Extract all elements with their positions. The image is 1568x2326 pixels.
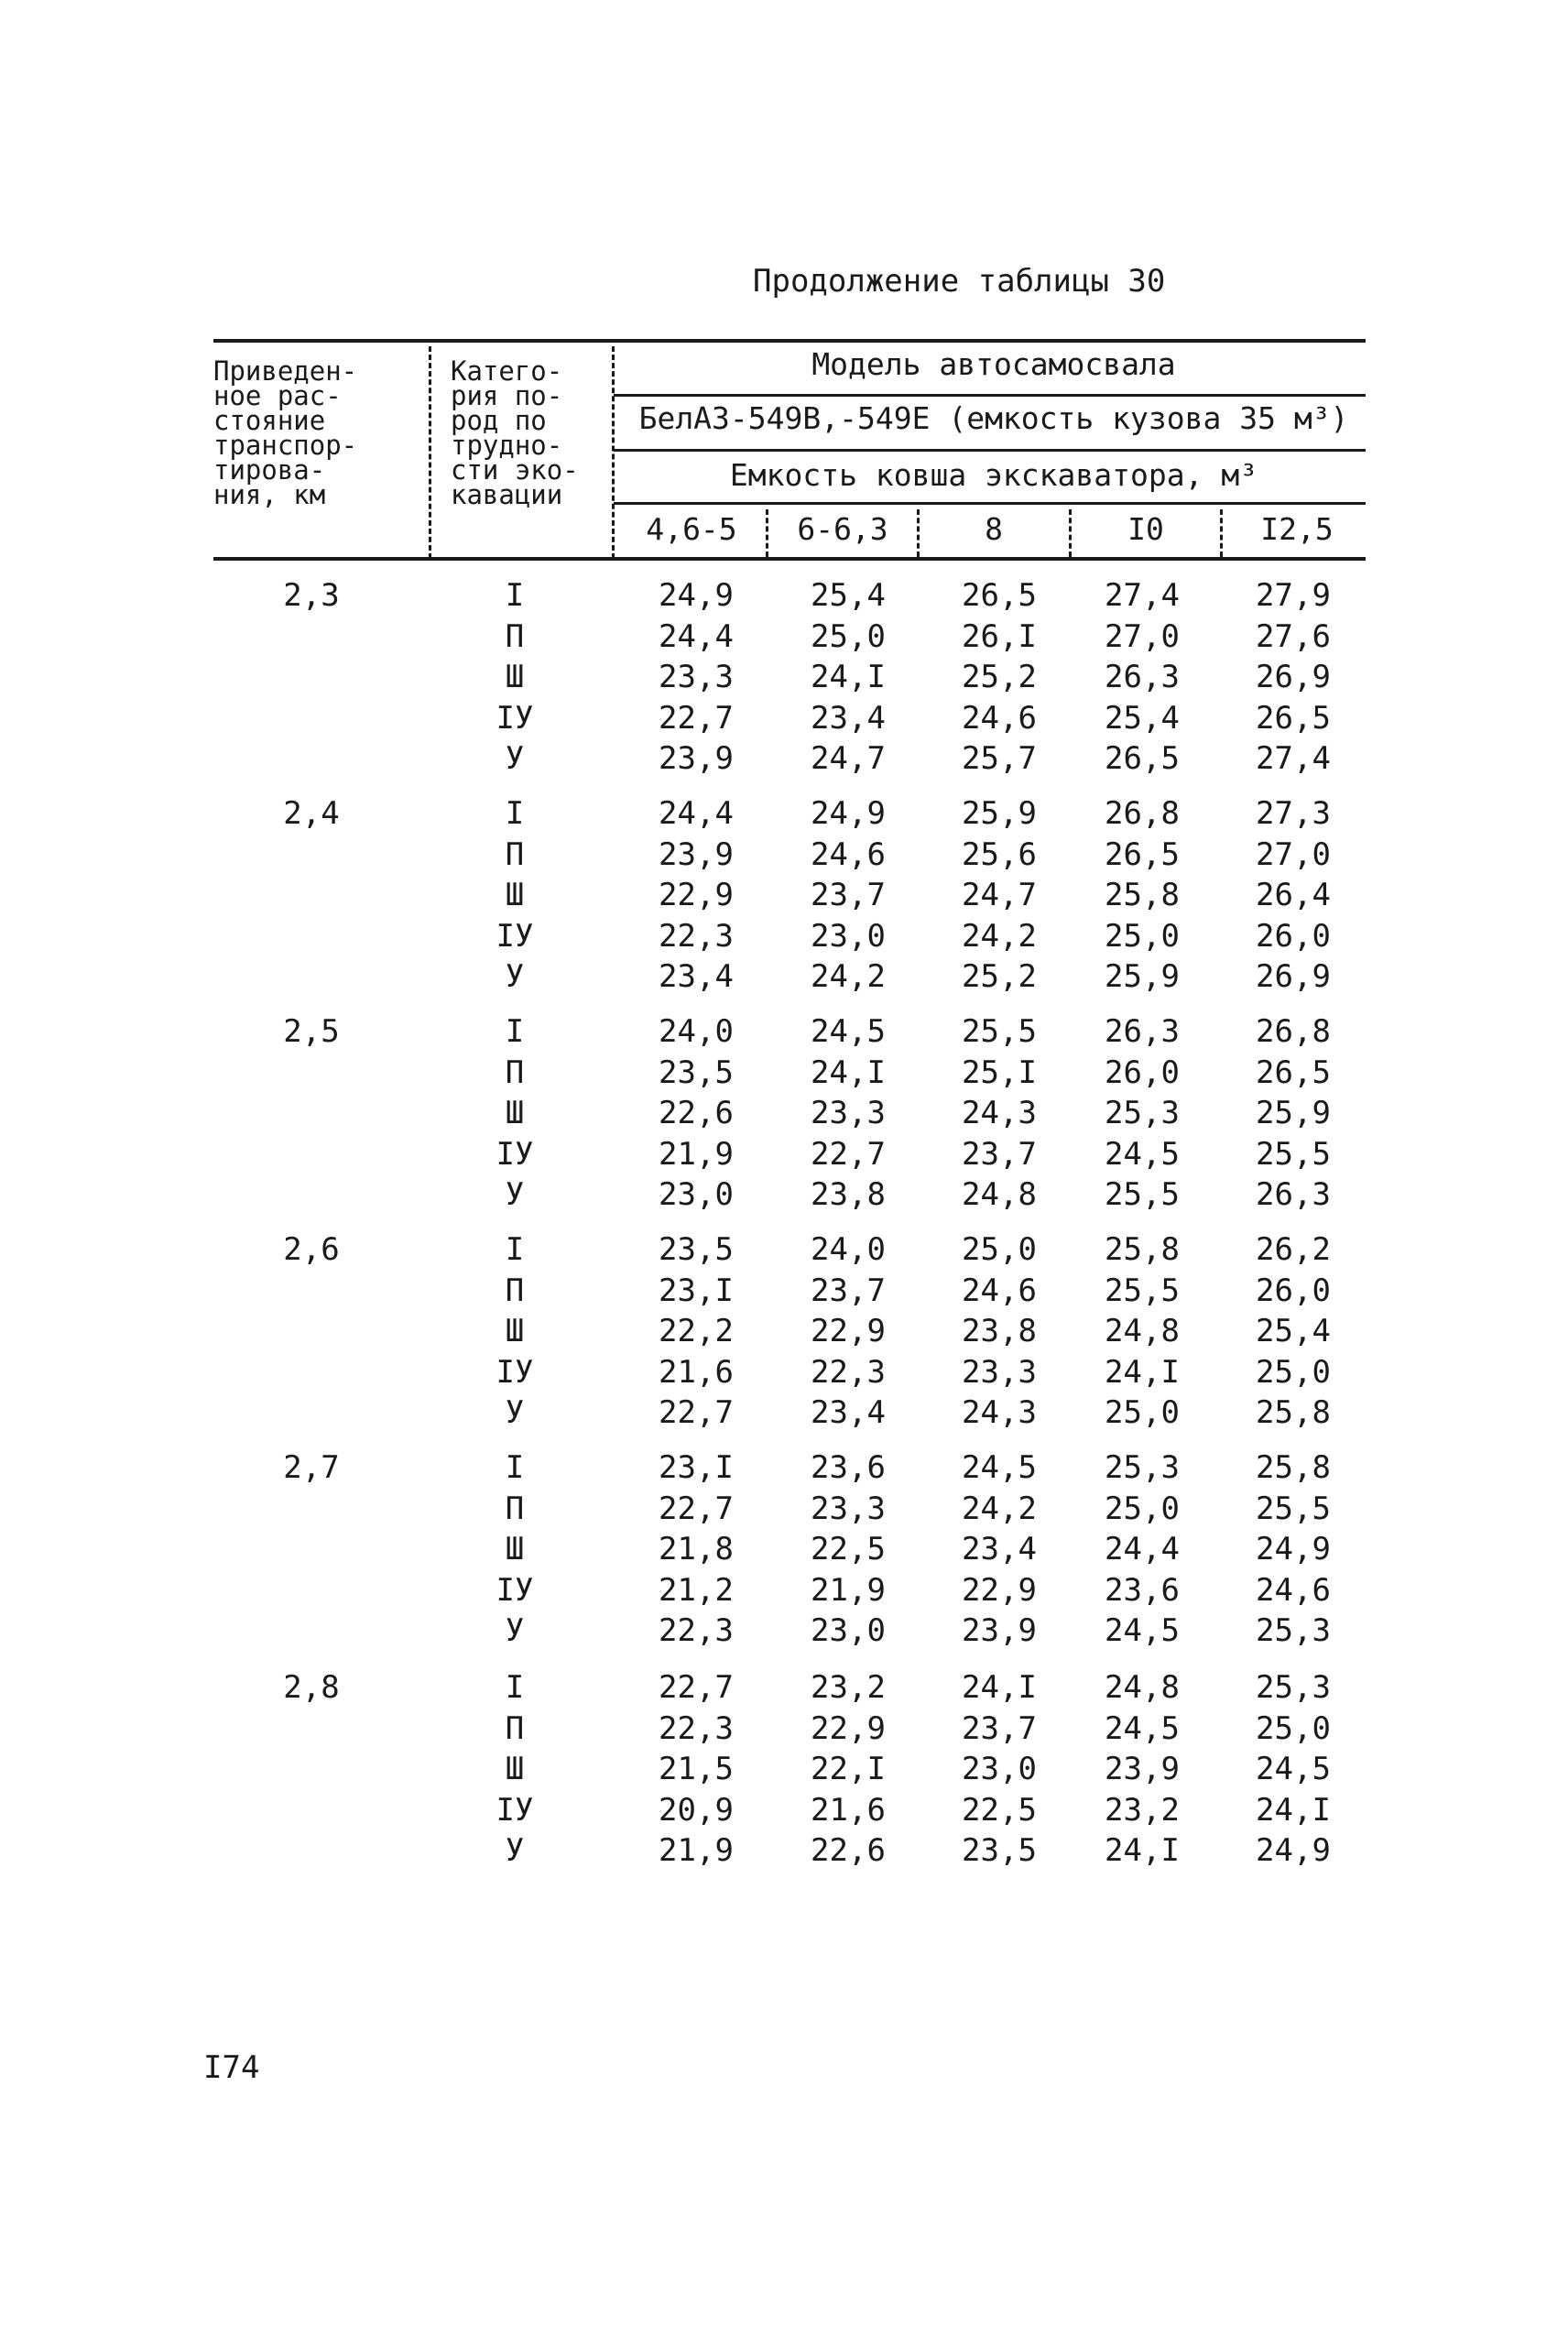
category-header-line: рия по- xyxy=(451,380,563,411)
table-cell: 23,0 xyxy=(811,918,886,955)
table-cell: 25,5 xyxy=(962,1013,1037,1050)
table-cell: 25,8 xyxy=(1256,1449,1331,1486)
category-header-line: род по xyxy=(451,405,547,436)
table-cell: 22,7 xyxy=(811,1136,886,1173)
separator-size-1 xyxy=(766,509,768,557)
table-cell: 27,6 xyxy=(1256,618,1331,655)
table-cell: 26,9 xyxy=(1256,659,1331,695)
table-cell: 24,9 xyxy=(811,795,886,832)
table-cell: 26,4 xyxy=(1256,877,1331,913)
separator-size-2 xyxy=(917,509,920,557)
category-cell: I xyxy=(505,1013,525,1050)
truck-header: БелАЗ-549В,-549Е (емкость кузова 35 м³) xyxy=(638,400,1349,436)
category-cell: П xyxy=(505,1491,525,1527)
category-cell: У xyxy=(505,1832,525,1869)
category-cell: Ш xyxy=(505,1751,525,1787)
table-cell: 26,8 xyxy=(1256,1013,1331,1050)
table-cell: 21,6 xyxy=(811,1792,886,1829)
bucket-capacity-header: Емкость ковша экскаватора, м³ xyxy=(729,457,1258,493)
category-cell: У xyxy=(505,958,525,995)
table-cell: 23,3 xyxy=(962,1354,1037,1391)
table-cell: 25,2 xyxy=(962,659,1037,695)
table-cell: 26,3 xyxy=(1105,1013,1180,1050)
category-cell: ІУ xyxy=(495,1136,534,1173)
table-cell: 23,7 xyxy=(811,877,886,913)
table-cell: 24,9 xyxy=(1256,1832,1331,1869)
separator-distance-category xyxy=(429,346,431,559)
table-cell: 24,0 xyxy=(811,1231,886,1268)
table-cell: 22,6 xyxy=(811,1832,886,1869)
table-cell: 26,0 xyxy=(1105,1054,1180,1091)
table-cell: 26,2 xyxy=(1256,1231,1331,1268)
table-cell: 23,8 xyxy=(962,1313,1037,1349)
category-cell: Ш xyxy=(505,659,525,695)
category-cell: ІУ xyxy=(495,700,534,737)
table-cell: 23,I xyxy=(659,1449,734,1486)
distance-header-line: стояние xyxy=(213,405,326,436)
table-cell: 24,5 xyxy=(962,1449,1037,1486)
table-cell: 23,6 xyxy=(1105,1572,1180,1609)
table-cell: 24,8 xyxy=(1105,1313,1180,1349)
category-column-header xyxy=(451,355,606,510)
table-cell: 25,3 xyxy=(1256,1669,1331,1706)
distance-header-line: ное рас- xyxy=(213,380,342,411)
table-cell: 23,3 xyxy=(811,1491,886,1527)
table-cell: 24,5 xyxy=(1105,1710,1180,1747)
table-cell: 27,0 xyxy=(1105,618,1180,655)
table-cell: 23,9 xyxy=(1105,1751,1180,1787)
table-cell: 22,2 xyxy=(659,1313,734,1349)
table-cell: 25,3 xyxy=(1105,1449,1180,1486)
category-cell: I xyxy=(505,577,525,614)
category-header-line: сти эко- xyxy=(451,454,579,486)
table-cell: 22,5 xyxy=(962,1792,1037,1829)
table-cell: 23,4 xyxy=(811,700,886,737)
table-cell: 25,5 xyxy=(1256,1136,1331,1173)
table-cell: 24,3 xyxy=(962,1394,1037,1431)
table-cell: 23,5 xyxy=(659,1054,734,1091)
model-header: Модель автосамосвала xyxy=(811,346,1176,382)
category-cell: У xyxy=(505,1394,525,1431)
table-cell: 24,I xyxy=(1105,1832,1180,1869)
bucket-rule xyxy=(614,502,1366,505)
table-cell: 25,0 xyxy=(1256,1354,1331,1391)
table-cell: 24,I xyxy=(1105,1354,1180,1391)
table-cell: 26,0 xyxy=(1256,1272,1331,1309)
table-cell: 26,0 xyxy=(1256,918,1331,955)
table-cell: 21,2 xyxy=(659,1572,734,1609)
table-cell: 27,9 xyxy=(1256,577,1331,614)
table-cell: 24,5 xyxy=(811,1013,886,1050)
category-cell: Ш xyxy=(505,1313,525,1349)
table-cell: 27,4 xyxy=(1105,577,1180,614)
table-cell: 25,0 xyxy=(1105,918,1180,955)
table-cell: 24,4 xyxy=(1105,1531,1180,1567)
table-cell: 25,7 xyxy=(962,740,1037,777)
distance-header-line: тирова- xyxy=(213,454,326,486)
table-cell: 23,0 xyxy=(811,1612,886,1649)
table-cell: 24,7 xyxy=(962,877,1037,913)
category-cell: П xyxy=(505,1054,525,1091)
table-cell: 25,9 xyxy=(1256,1095,1331,1131)
model-rule xyxy=(614,394,1366,397)
table-cell: 22,3 xyxy=(659,918,734,955)
table-cell: 25,0 xyxy=(1256,1710,1331,1747)
category-cell: Ш xyxy=(505,1095,525,1131)
table-cell: 22,9 xyxy=(811,1313,886,1349)
table-cell: 25,8 xyxy=(1105,877,1180,913)
table-cell: 25,9 xyxy=(962,795,1037,832)
table-cell: 22,9 xyxy=(811,1710,886,1747)
table-cell: 25,9 xyxy=(1105,958,1180,995)
table-cell: 23,2 xyxy=(811,1669,886,1706)
bucket-size-header: 4,6-5 xyxy=(646,511,737,547)
category-cell: I xyxy=(505,1669,525,1706)
distance-header-line: транспор- xyxy=(213,430,358,461)
table-cell: 25,4 xyxy=(1105,700,1180,737)
table-cell: 24,I xyxy=(1256,1792,1331,1829)
table-cell: 25,2 xyxy=(962,958,1037,995)
distance-header-line: ния, км xyxy=(213,479,326,510)
table-cell: 23,7 xyxy=(962,1710,1037,1747)
table-cell: 25,0 xyxy=(1105,1394,1180,1431)
table-cell: 24,4 xyxy=(659,618,734,655)
distance-header-line: Приведен- xyxy=(213,355,358,387)
table-cell: 26,5 xyxy=(1105,740,1180,777)
table-cell: 23,9 xyxy=(659,740,734,777)
table-cell: 22,5 xyxy=(811,1531,886,1567)
table-cell: 22,7 xyxy=(659,700,734,737)
header-top-rule xyxy=(213,339,1366,343)
separator-size-4 xyxy=(1220,509,1223,557)
table-cell: 25,0 xyxy=(962,1231,1037,1268)
table-cell: 25,I xyxy=(962,1054,1037,1091)
table-cell: 26,5 xyxy=(1256,1054,1331,1091)
table-cell: 23,9 xyxy=(962,1612,1037,1649)
distance-column-header xyxy=(213,355,424,510)
table-cell: 27,4 xyxy=(1256,740,1331,777)
table-cell: 23,8 xyxy=(811,1176,886,1213)
category-header-line: кавации xyxy=(451,479,563,510)
table-cell: 27,0 xyxy=(1256,836,1331,873)
table-cell: 24,2 xyxy=(962,1491,1037,1527)
table-cell: 22,6 xyxy=(659,1095,734,1131)
table-cell: 24,9 xyxy=(1256,1531,1331,1567)
table-cell: 21,8 xyxy=(659,1531,734,1567)
table-cell: 22,3 xyxy=(659,1710,734,1747)
table-cell: 24,5 xyxy=(1105,1136,1180,1173)
table-cell: 25,3 xyxy=(1256,1612,1331,1649)
category-header-line: Катего- xyxy=(451,355,563,387)
table-cell: 25,5 xyxy=(1256,1491,1331,1527)
table-cell: 24,6 xyxy=(962,700,1037,737)
separator-size-3 xyxy=(1069,509,1072,557)
table-cell: 23,7 xyxy=(811,1272,886,1309)
table-cell: 24,2 xyxy=(811,958,886,995)
distance-value: 2,8 xyxy=(283,1669,340,1706)
table-cell: 25,8 xyxy=(1105,1231,1180,1268)
table-cell: 26,3 xyxy=(1105,659,1180,695)
category-cell: I xyxy=(505,795,525,832)
truck-rule xyxy=(614,449,1366,452)
category-cell: У xyxy=(505,740,525,777)
table-cell: 23,2 xyxy=(1105,1792,1180,1829)
category-cell: ІУ xyxy=(495,1792,534,1829)
table-cell: 23,7 xyxy=(962,1136,1037,1173)
distance-value: 2,3 xyxy=(283,577,340,614)
table-cell: 25,0 xyxy=(1105,1491,1180,1527)
distance-value: 2,4 xyxy=(283,795,340,832)
table-cell: 24,6 xyxy=(1256,1572,1331,1609)
table-cell: 25,3 xyxy=(1105,1095,1180,1131)
table-cell: 21,9 xyxy=(659,1136,734,1173)
bucket-size-header: I0 xyxy=(1127,511,1164,547)
table-cell: 24,2 xyxy=(962,918,1037,955)
table-cell: 26,3 xyxy=(1256,1176,1331,1213)
category-cell: П xyxy=(505,836,525,873)
category-cell: П xyxy=(505,1272,525,1309)
table-cell: 24,7 xyxy=(811,740,886,777)
table-cell: 24,8 xyxy=(1105,1669,1180,1706)
table-cell: 23,6 xyxy=(811,1449,886,1486)
table-cell: 23,4 xyxy=(659,958,734,995)
table-cell: 22,3 xyxy=(811,1354,886,1391)
table-cell: 21,9 xyxy=(811,1572,886,1609)
page-number: I74 xyxy=(203,2049,260,2086)
table-cell: 23,0 xyxy=(659,1176,734,1213)
category-cell: П xyxy=(505,618,525,655)
bucket-size-header: 6-6,3 xyxy=(797,511,888,547)
table-cell: 26,8 xyxy=(1105,795,1180,832)
table-cell: 25,8 xyxy=(1256,1394,1331,1431)
table-cell: 23,I xyxy=(659,1272,734,1309)
table-cell: 26,5 xyxy=(1105,836,1180,873)
category-cell: ІУ xyxy=(495,1572,534,1609)
table-cell: 22,9 xyxy=(962,1572,1037,1609)
table-cell: 24,5 xyxy=(1256,1751,1331,1787)
table-cell: 26,9 xyxy=(1256,958,1331,995)
table-cell: 24,3 xyxy=(962,1095,1037,1131)
table-cell: 23,9 xyxy=(659,836,734,873)
category-cell: Ш xyxy=(505,877,525,913)
category-cell: I xyxy=(505,1231,525,1268)
table-cell: 25,0 xyxy=(811,618,886,655)
category-cell: У xyxy=(505,1612,525,1649)
table-cell: 24,I xyxy=(811,659,886,695)
table-cell: 21,9 xyxy=(659,1832,734,1869)
table-cell: 22,I xyxy=(811,1751,886,1787)
table-cell: 23,0 xyxy=(962,1751,1037,1787)
table-cell: 27,3 xyxy=(1256,795,1331,832)
table-cell: 24,I xyxy=(811,1054,886,1091)
table-cell: 25,5 xyxy=(1105,1176,1180,1213)
bucket-size-header: 8 xyxy=(985,511,1003,547)
table-cell: 24,0 xyxy=(659,1013,734,1050)
header-bottom-rule xyxy=(213,557,1366,561)
table-cell: 22,7 xyxy=(659,1394,734,1431)
table-cell: 24,8 xyxy=(962,1176,1037,1213)
category-cell: ІУ xyxy=(495,1354,534,1391)
table-cell: 25,4 xyxy=(811,577,886,614)
separator-category-values xyxy=(612,346,615,559)
category-cell: ІУ xyxy=(495,918,534,955)
table-cell: 25,6 xyxy=(962,836,1037,873)
table-cell: 23,4 xyxy=(962,1531,1037,1567)
table-cell: 23,5 xyxy=(962,1832,1037,1869)
table-cell: 26,I xyxy=(962,618,1037,655)
category-cell: I xyxy=(505,1449,525,1486)
table-cell: 24,I xyxy=(962,1669,1037,1706)
table-cell: 24,9 xyxy=(659,577,734,614)
category-cell: У xyxy=(505,1176,525,1213)
table-cell: 22,7 xyxy=(659,1669,734,1706)
distance-value: 2,6 xyxy=(283,1231,340,1268)
bucket-size-header: I2,5 xyxy=(1260,511,1334,547)
table-cell: 25,5 xyxy=(1105,1272,1180,1309)
table-cell: 24,4 xyxy=(659,795,734,832)
page-title: Продолжение таблицы 30 xyxy=(753,263,1166,300)
table-cell: 24,5 xyxy=(1105,1612,1180,1649)
table-cell: 22,9 xyxy=(659,877,734,913)
category-cell: П xyxy=(505,1710,525,1747)
category-header-line: трудно- xyxy=(451,430,563,461)
table-cell: 23,5 xyxy=(659,1231,734,1268)
distance-value: 2,7 xyxy=(283,1449,340,1486)
table-cell: 25,4 xyxy=(1256,1313,1331,1349)
table-cell: 26,5 xyxy=(1256,700,1331,737)
table-cell: 21,5 xyxy=(659,1751,734,1787)
table-cell: 23,4 xyxy=(811,1394,886,1431)
table-cell: 23,3 xyxy=(811,1095,886,1131)
table-cell: 22,3 xyxy=(659,1612,734,1649)
distance-value: 2,5 xyxy=(283,1013,340,1050)
category-cell: Ш xyxy=(505,1531,525,1567)
table-cell: 20,9 xyxy=(659,1792,734,1829)
table-cell: 24,6 xyxy=(962,1272,1037,1309)
table-cell: 23,3 xyxy=(659,659,734,695)
table-cell: 24,6 xyxy=(811,836,886,873)
table-cell: 22,7 xyxy=(659,1491,734,1527)
table-cell: 21,6 xyxy=(659,1354,734,1391)
table-cell: 26,5 xyxy=(962,577,1037,614)
